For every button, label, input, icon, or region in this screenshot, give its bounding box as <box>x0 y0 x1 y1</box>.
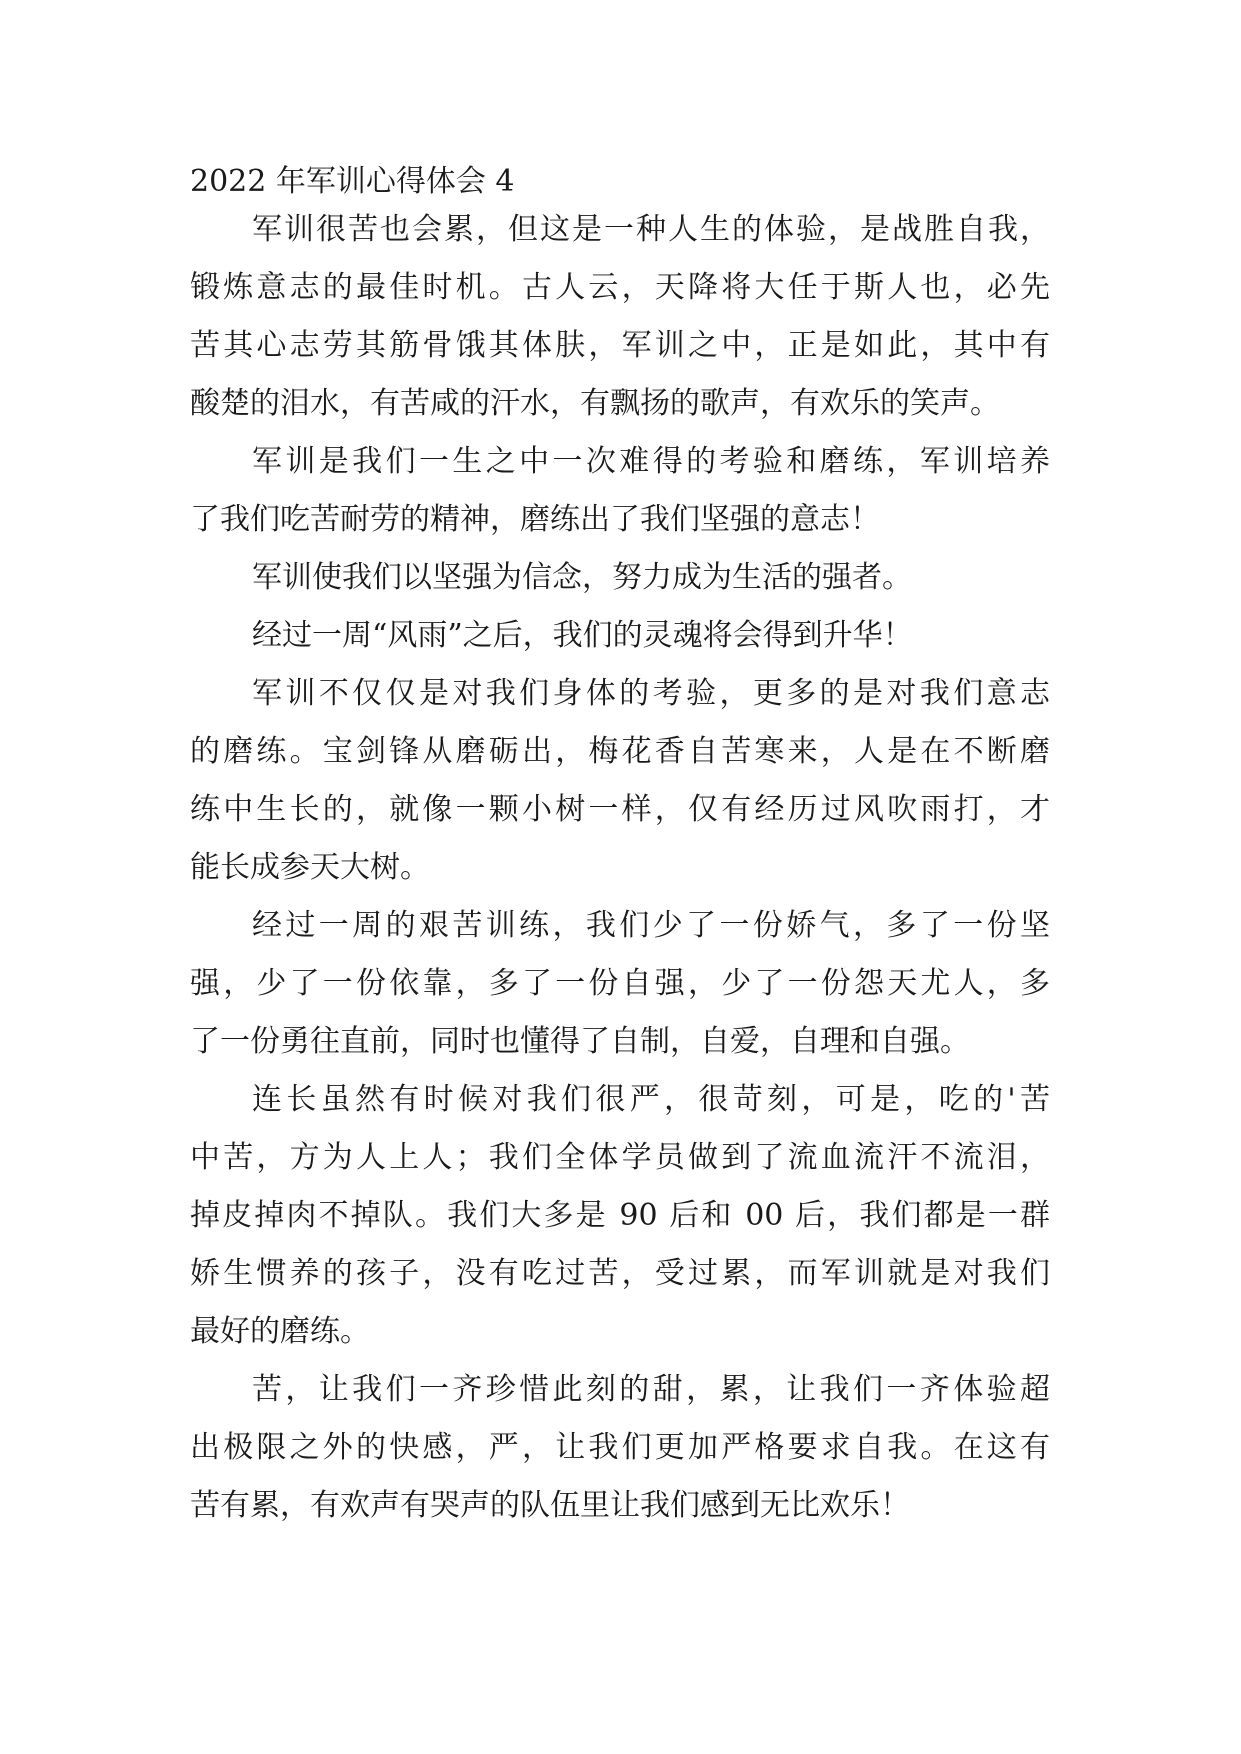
text-line: 娇生惯养的孩子，没有吃过苦，受过累，而军训就是对我们 <box>190 1256 1050 1291</box>
text-line: 苦有累，有欢声有哭声的队伍里让我们感到无比欢乐！ <box>190 1488 910 1523</box>
text-line: 最好的磨练。 <box>190 1314 370 1349</box>
paragraph-8 <box>190 1361 1050 1535</box>
text-line: 苦，让我们一齐珍惜此刻的甜，累，让我们一齐体验超 <box>252 1372 1050 1407</box>
text-line: 了我们吃苦耐劳的精神，磨练出了我们坚强的意志！ <box>190 502 880 537</box>
paragraph-4 <box>190 607 1050 665</box>
text-line: 锻炼意志的最佳时机。古人云，天降将大任于斯人也，必先 <box>190 270 1050 305</box>
text-line: 的磨练。宝剑锋从磨砺出，梅花香自苦寒来，人是在不断磨 <box>190 734 1050 769</box>
document-title: 2022 年军训心得体会 4 <box>190 164 515 199</box>
text-line: 军训使我们以坚强为信念，努力成为生活的强者。 <box>252 560 912 595</box>
text-line: 中苦，方为人上人；我们全体学员做到了流血流汗不流泪， <box>190 1140 1050 1175</box>
text-line: 经过一周“风雨”之后，我们的灵魂将会得到升华！ <box>252 618 913 653</box>
text-line: 掉皮掉肉不掉队。我们大多是 90 后和 00 后，我们都是一群 <box>190 1198 1050 1233</box>
paragraph-7 <box>190 1071 1050 1361</box>
text-line: 军训不仅仅是对我们身体的考验，更多的是对我们意志 <box>252 676 1050 711</box>
text-line: 酸楚的泪水，有苦咸的汗水，有飘扬的歌声，有欢乐的笑声。 <box>190 386 1000 421</box>
paragraph-6 <box>190 897 1050 1071</box>
text-line: 了一份勇往直前，同时也懂得了自制，自爱，自理和自强。 <box>190 1024 970 1059</box>
text-line: 连长虽然有时候对我们很严，很苛刻，可是，吃的'苦 <box>252 1082 1050 1117</box>
paragraph-2 <box>190 433 1050 549</box>
paragraph-3 <box>190 549 1050 607</box>
paragraph-5 <box>190 665 1050 897</box>
text-line: 军训很苦也会累，但这是一种人生的体验，是战胜自我， <box>252 212 1050 247</box>
text-line: 苦其心志劳其筋骨饿其体肤，军训之中，正是如此，其中有 <box>190 328 1050 363</box>
text-line: 能长成参天大树。 <box>190 850 430 885</box>
text-line: 出极限之外的快感，严，让我们更加严格要求自我。在这有 <box>190 1430 1050 1465</box>
paragraph-1 <box>190 201 1050 433</box>
text-line: 练中生长的，就像一颗小树一样，仅有经历过风吹雨打，才 <box>190 792 1050 827</box>
text-line: 军训是我们一生之中一次难得的考验和磨练，军训培养 <box>252 444 1050 479</box>
text-line: 经过一周的艰苦训练，我们少了一份娇气，多了一份坚 <box>252 908 1050 943</box>
text-line: 强，少了一份依靠，多了一份自强，少了一份怨天尤人，多 <box>190 966 1050 1001</box>
